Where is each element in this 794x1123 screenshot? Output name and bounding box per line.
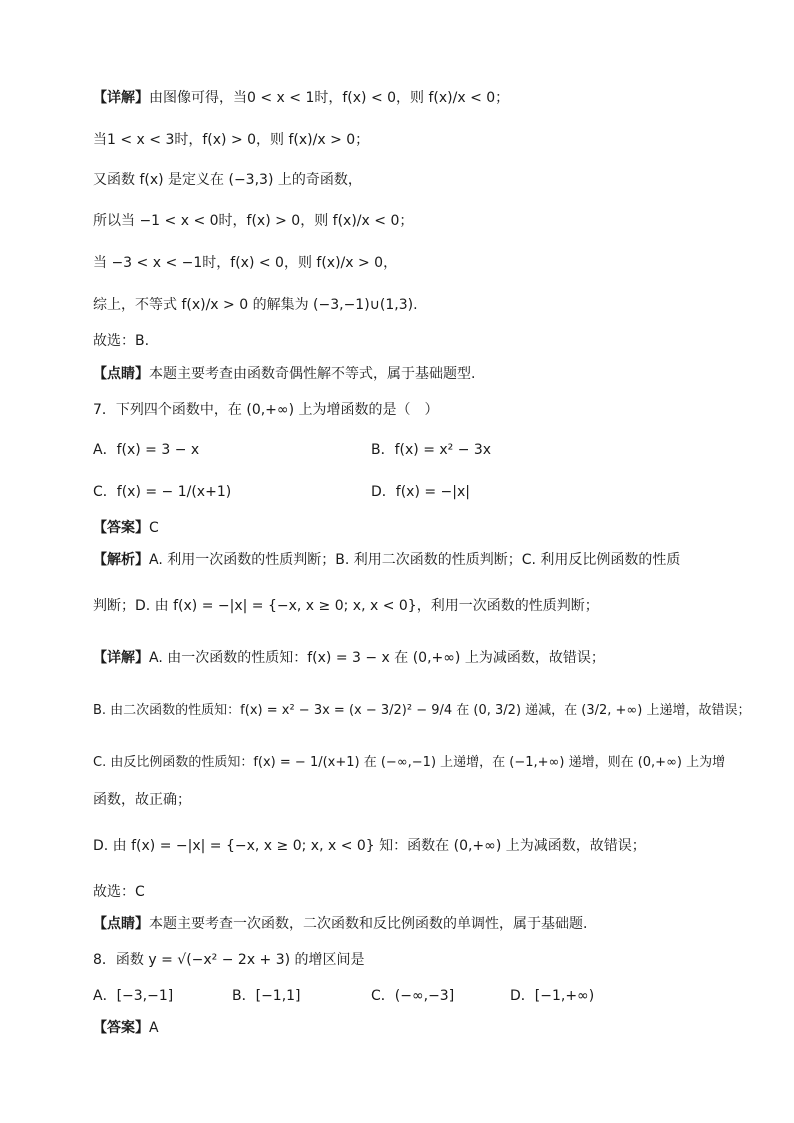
detail-line-2 xyxy=(93,130,714,150)
detail-line-4 xyxy=(93,211,714,231)
answer-value: A xyxy=(149,1020,159,1036)
text-span xyxy=(93,90,509,106)
detail-text: B. 由二次函数的性质知：f(x) = x² − 3x = (x − 3/2)² − 9/4 在 (0, 3/2) 递减，在 (3/2, +∞) 上递增，故错误； xyxy=(93,703,751,718)
tag-detail: 【详解】 xyxy=(93,90,149,106)
pointer-line xyxy=(93,364,714,384)
pointer-text: 本题主要考查由函数奇偶性解不等式，属于基础题型. xyxy=(149,366,476,382)
answer-7 xyxy=(93,518,714,538)
detail-a xyxy=(93,648,714,668)
detail-text: 由图像可得，当0 < x < 1时，f(x) < 0，则 f(x)/x < 0； xyxy=(149,90,510,106)
question-text: 8．函数 y = √(−x² − 2x + 3) 的增区间是 xyxy=(93,952,365,968)
detail-line-5 xyxy=(93,253,714,273)
detail-line-6 xyxy=(93,295,714,315)
analysis-line-1 xyxy=(93,550,714,570)
tag-answer: 【答案】 xyxy=(93,520,149,536)
answer-choice: 故选：B. xyxy=(93,333,150,349)
option-c xyxy=(371,986,454,1006)
detail-line-7 xyxy=(93,331,714,351)
pointer-7 xyxy=(93,914,714,934)
detail-text: 函数，故正确； xyxy=(93,792,191,808)
detail-b xyxy=(93,700,754,721)
analysis-line-2 xyxy=(93,596,714,616)
option-text: D．[−1,+∞) xyxy=(510,988,595,1004)
option-text: A．[−3,−1] xyxy=(93,988,174,1004)
option-text: C．f(x) = − 1/(x+1) xyxy=(93,484,232,500)
detail-c-1 xyxy=(93,752,754,773)
detail-text: C. 由反比例函数的性质知：f(x) = − 1/(x+1) 在 (−∞,−1) 上递增，在 (−1,+∞) 递增，则在 (0,+∞) 上为增 xyxy=(93,755,726,770)
option-text: B．[−1,1] xyxy=(232,988,301,1004)
question-text: 7．下列四个函数中，在 (0,+∞) 上为增函数的是（ ） xyxy=(93,402,439,418)
question-7 xyxy=(93,400,714,420)
tag-dianjing: 【点睛】 xyxy=(93,366,149,382)
option-d xyxy=(371,482,470,502)
pointer-text: 本题主要考查一次函数，二次函数和反比例函数的单调性，属于基础题. xyxy=(149,916,588,932)
analysis-text: A. 利用一次函数的性质判断；B. 利用二次函数的性质判断；C. 利用反比例函数的性质 xyxy=(149,552,681,568)
choice-text: 故选：C xyxy=(93,884,145,900)
option-a xyxy=(93,440,199,460)
option-b xyxy=(232,986,301,1006)
detail-c-2 xyxy=(93,790,714,810)
analysis-text: 判断；D. 由 f(x) = −|x| = {−x, x ≥ 0; x, x < 0}，利用一次函数的性质判断； xyxy=(93,598,599,614)
choice-7 xyxy=(93,882,714,902)
answer-8 xyxy=(93,1018,714,1038)
answer-value: C xyxy=(149,520,159,536)
option-d xyxy=(510,986,594,1006)
math-text: 综上，不等式 f(x)/x > 0 的解集为 (−3,−1)∪(1,3). xyxy=(93,297,418,313)
math-text: 当1 < x < 3时，f(x) > 0，则 f(x)/x > 0； xyxy=(93,132,370,148)
option-c xyxy=(93,482,231,502)
option-text: A．f(x) = 3 − x xyxy=(93,442,200,458)
tag-detail: 【详解】 xyxy=(93,650,149,666)
math-text xyxy=(93,90,509,106)
math-text: 所以当 −1 < x < 0时，f(x) > 0，则 f(x)/x < 0； xyxy=(93,213,414,229)
question-8 xyxy=(93,950,714,970)
detail-line-1 xyxy=(93,88,714,108)
option-b xyxy=(371,440,491,460)
option-a xyxy=(93,986,173,1006)
detail-d xyxy=(93,836,714,856)
detail-text: D. 由 f(x) = −|x| = {−x, x ≥ 0; x, x < 0} 知：函数在 (0,+∞) 上为减函数，故错误； xyxy=(93,838,646,854)
detail-line-3 xyxy=(93,170,714,190)
math-text: 当 −3 < x < −1时，f(x) < 0，则 f(x)/x > 0， xyxy=(93,255,398,271)
tag-answer: 【答案】 xyxy=(93,1020,149,1036)
option-text: C．(−∞,−3] xyxy=(371,988,455,1004)
tag-dianjing: 【点睛】 xyxy=(93,916,149,932)
option-text: B．f(x) = x² − 3x xyxy=(371,442,492,458)
tag-analysis: 【解析】 xyxy=(93,552,149,568)
detail-text: A. 由一次函数的性质知：f(x) = 3 − x 在 (0,+∞) 上为减函数，故错误； xyxy=(149,650,605,666)
option-text: D．f(x) = −|x| xyxy=(371,484,470,500)
math-text: 又函数 f(x) 是定义在 (−3,3) 上的奇函数， xyxy=(93,172,362,188)
